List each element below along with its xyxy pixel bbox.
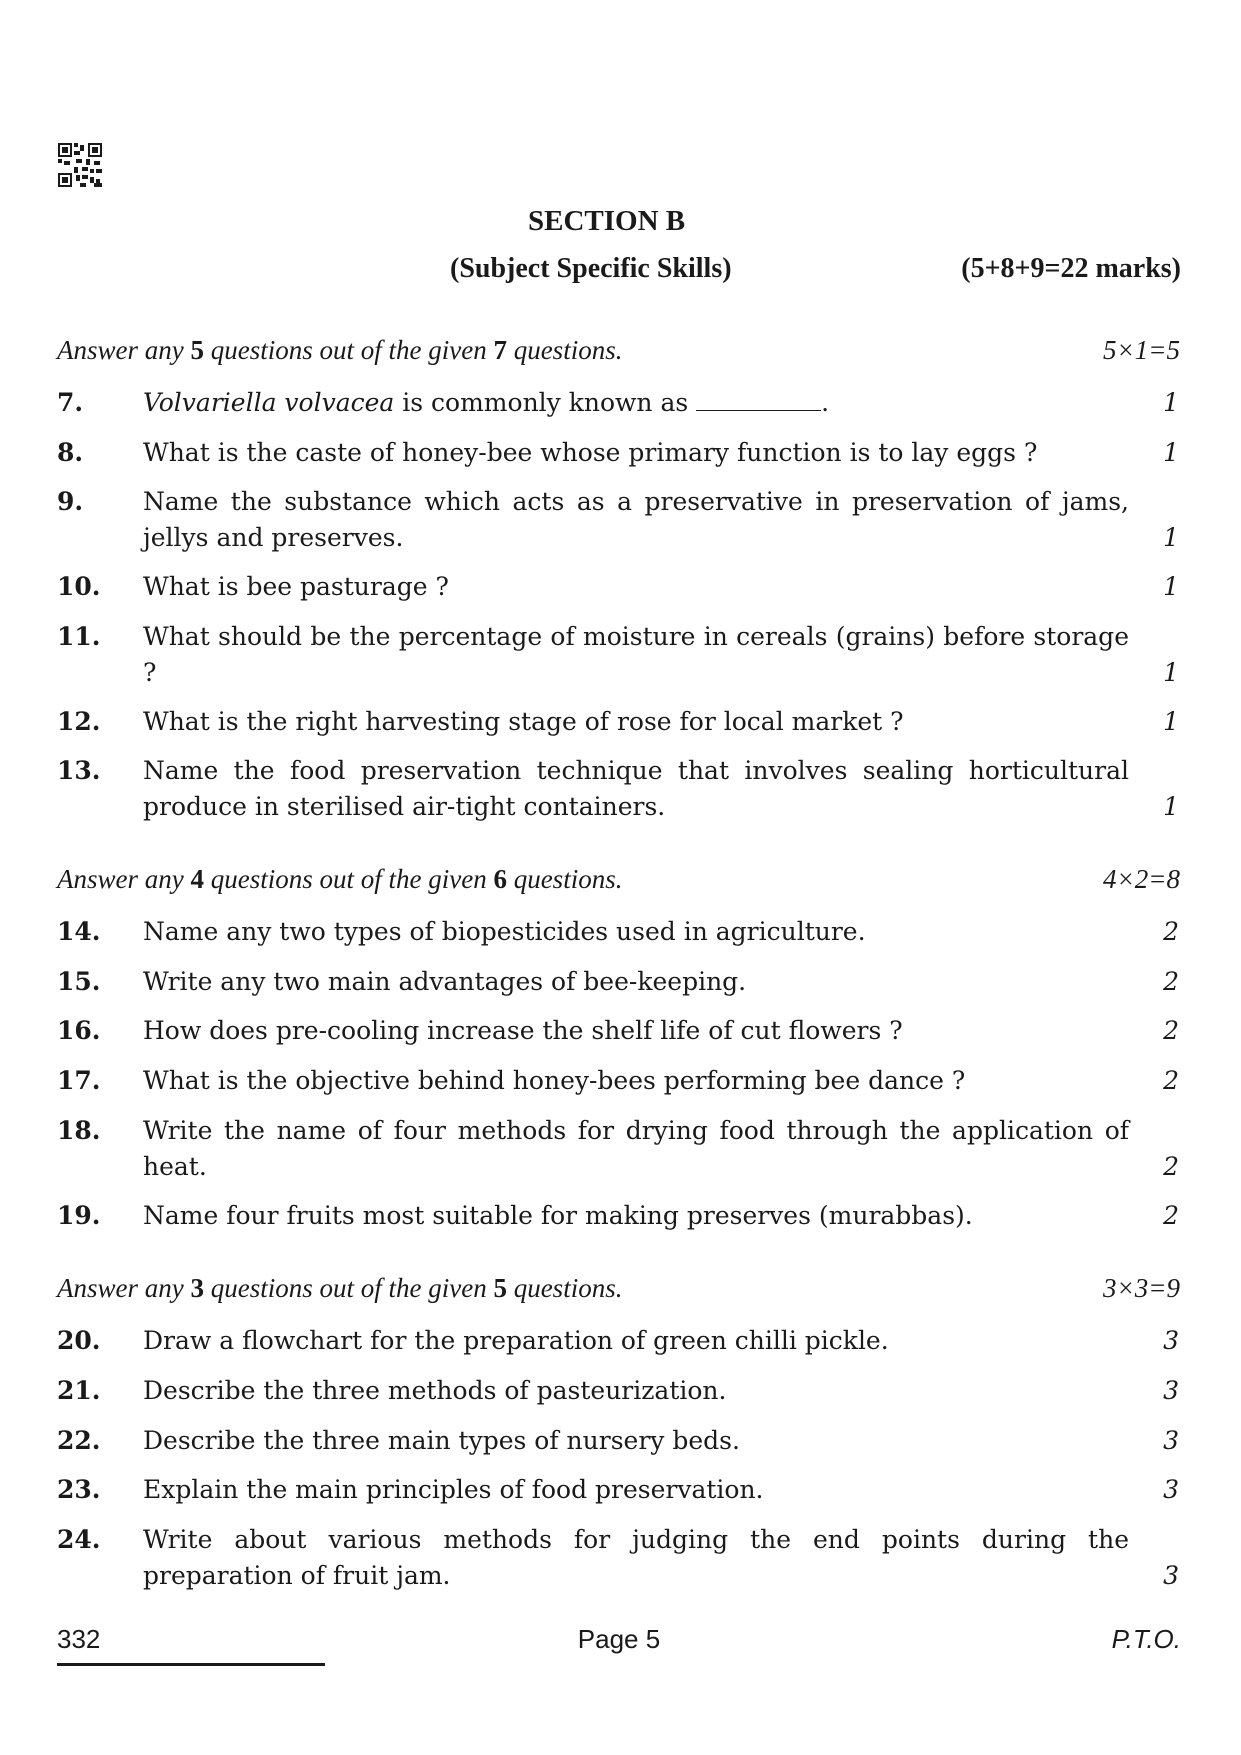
question-marks: 1	[1163, 388, 1179, 417]
question-marks: 1	[1163, 792, 1179, 821]
question-number: 23.	[57, 1475, 101, 1504]
question	[57, 1472, 1179, 1508]
question-number: 10.	[57, 572, 101, 601]
question-text: Write any two main advantages of bee-keeping.	[143, 967, 747, 996]
question-marks: 2	[1163, 1016, 1179, 1045]
page-footer	[57, 1624, 1181, 1664]
question-text: What is the objective behind honey-bees performing bee dance ?	[143, 1066, 966, 1095]
question-number: 22.	[57, 1426, 101, 1455]
question	[57, 619, 1179, 691]
question-text: Write about various methods for judging the end points during the preparation of fruit jam.	[143, 1525, 1129, 1590]
question-text: How does pre-cooling increase the shelf life of cut flowers ?	[143, 1016, 903, 1045]
group-marks: 3×3=9	[1103, 1273, 1180, 1303]
question-text: What is the right harvesting stage of rose for local market ?	[143, 707, 904, 736]
section-subtitle: (Subject Specific Skills)	[450, 253, 732, 284]
question-text: What should be the percentage of moisture in cereals (grains) before storage ?	[143, 622, 1129, 687]
question	[57, 1423, 1179, 1459]
question	[57, 753, 1179, 825]
group-instruction: Answer any 4 questions out of the given 6 questions. 4×2=8	[57, 864, 1180, 894]
question-marks: 3	[1163, 1326, 1179, 1355]
question	[57, 964, 1179, 1000]
section-marks-total: (5+8+9=22 marks)	[961, 253, 1181, 284]
question-text: Name four fruits most suitable for making preserves (murabbas).	[143, 1201, 973, 1230]
question	[57, 484, 1179, 556]
question-marks: 3	[1163, 1376, 1179, 1405]
question-marks: 2	[1163, 1152, 1179, 1181]
question-marks: 1	[1163, 572, 1179, 601]
question-number: 13.	[57, 756, 101, 785]
question-number: 19.	[57, 1201, 101, 1230]
question-marks: 1	[1163, 658, 1179, 687]
question-marks: 2	[1163, 917, 1179, 946]
footer-rule	[57, 1663, 325, 1666]
question	[57, 435, 1179, 471]
question-marks: 2	[1163, 1201, 1179, 1230]
question-marks: 2	[1163, 1066, 1179, 1095]
question-marks: 1	[1163, 438, 1179, 467]
question-number: 17.	[57, 1066, 101, 1095]
qr-code	[58, 143, 102, 187]
question-marks: 1	[1163, 523, 1179, 552]
question-text: Volvariella volvacea is commonly known as .	[143, 388, 830, 417]
question-text: Name the food preservation technique that involves sealing horticultural produce in sterilised air-tight containers.	[143, 756, 1129, 821]
page-number: Page 5	[577, 1624, 661, 1654]
question	[57, 704, 1179, 740]
pto-label: P.T.O.	[1111, 1624, 1181, 1654]
question-number: 18.	[57, 1116, 101, 1145]
question-text: What is the caste of honey-bee whose primary function is to lay eggs ?	[143, 438, 1038, 467]
question	[57, 1373, 1179, 1409]
question-marks: 1	[1163, 707, 1179, 736]
question-text: Explain the main principles of food preservation.	[143, 1475, 764, 1504]
question-text: Draw a flowchart for the preparation of green chilli pickle.	[143, 1326, 889, 1355]
question-text: Name the substance which acts as a preservative in preservation of jams, jellys and preserves.	[143, 487, 1129, 552]
question-number: 15.	[57, 967, 101, 996]
question-number: 14.	[57, 917, 101, 946]
question	[57, 1113, 1179, 1185]
question-text: Describe the three methods of pasteurization.	[143, 1376, 727, 1405]
question-text: Name any two types of biopesticides used in agriculture.	[143, 917, 866, 946]
question-number: 8.	[57, 438, 84, 467]
question-marks: 2	[1163, 967, 1179, 996]
question	[57, 569, 1179, 605]
question	[57, 385, 1179, 421]
group-instruction: Answer any 5 questions out of the given 7 questions. 5×1=5	[57, 335, 1180, 365]
question-number: 11.	[57, 622, 101, 651]
group-marks: 4×2=8	[1103, 864, 1180, 894]
question-text: Write the name of four methods for drying food through the application of heat.	[143, 1116, 1129, 1181]
question	[57, 1323, 1179, 1359]
question	[57, 914, 1179, 950]
question-text: What is bee pasturage ?	[143, 572, 449, 601]
question-number: 7.	[57, 388, 84, 417]
question-number: 9.	[57, 487, 84, 516]
question	[57, 1063, 1179, 1099]
question-number: 16.	[57, 1016, 101, 1045]
group-marks: 5×1=5	[1103, 335, 1180, 365]
answer-blank	[696, 393, 821, 411]
question-number: 20.	[57, 1326, 101, 1355]
question	[57, 1522, 1179, 1594]
question-number: 21.	[57, 1376, 101, 1405]
question-number: 12.	[57, 707, 101, 736]
question-marks: 3	[1163, 1561, 1179, 1590]
group-instruction: Answer any 3 questions out of the given 5 questions. 3×3=9	[57, 1273, 1180, 1303]
question	[57, 1013, 1179, 1049]
question	[57, 1198, 1179, 1234]
paper-code: 332	[57, 1624, 101, 1654]
question-marks: 3	[1163, 1426, 1179, 1455]
question-text: Describe the three main types of nursery beds.	[143, 1426, 740, 1455]
question-number: 24.	[57, 1525, 101, 1554]
question-marks: 3	[1163, 1475, 1179, 1504]
